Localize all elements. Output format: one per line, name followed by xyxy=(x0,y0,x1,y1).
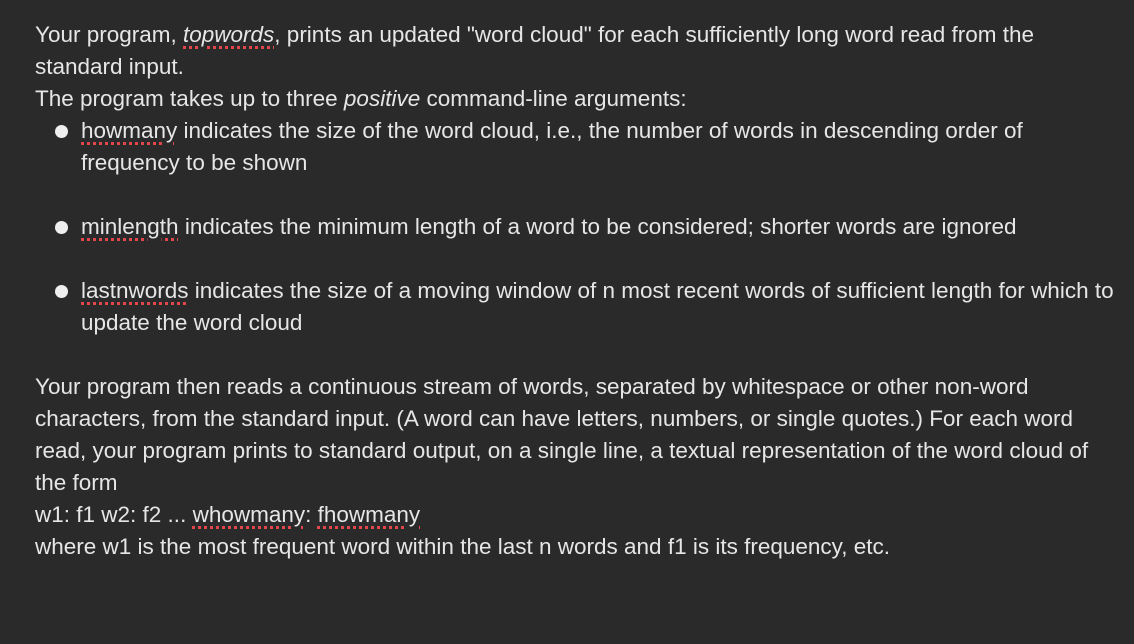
format-prefix: w1: f1 w2: f2 ... xyxy=(35,502,193,527)
body-paragraph: Your program then reads a continuous stream of words, separated by whitespace or other non-word characters, from the standard input. (A word can have letters, numbers, or single quotes.) For each word read, your program prints to standard output, on a single line, a textual representation of the word cloud of the form xyxy=(35,374,1089,495)
intro-text-start: Your program, xyxy=(35,22,183,47)
argument-description: indicates the size of the word cloud, i.e., the number of words in descending order of frequency to be shown xyxy=(81,118,1023,175)
program-name: topwords xyxy=(183,22,275,47)
argument-item-lastnwords xyxy=(35,275,1120,339)
arguments-intro-start: The program takes up to three xyxy=(35,86,344,111)
argument-description: indicates the minimum length of a word to be considered; shorter words are ignored xyxy=(178,214,1017,239)
argument-item-howmany xyxy=(35,115,1120,179)
bullet-icon xyxy=(55,221,68,234)
argument-name: minlength xyxy=(81,214,179,239)
document xyxy=(35,19,1120,563)
arguments-list xyxy=(35,115,1120,339)
arguments-intro xyxy=(35,83,1120,115)
intro-text-end: , prints an updated "word cloud" for each sufficiently long word read from the standard input. xyxy=(35,22,1035,79)
format-line xyxy=(35,499,1120,531)
bullet-icon xyxy=(55,125,68,138)
format-separator: : xyxy=(305,502,318,527)
format-word: whowmany xyxy=(192,502,306,527)
intro-paragraph xyxy=(35,19,1120,83)
argument-description: indicates the size of a moving window of n most recent words of sufficient length for which to update the word cloud xyxy=(81,278,1114,335)
explanation-line: where w1 is the most frequent word within the last n words and f1 is its frequency, etc. xyxy=(35,534,890,559)
bullet-icon xyxy=(55,285,68,298)
format-frequency: fhowmany xyxy=(317,502,421,527)
argument-name: lastnwords xyxy=(81,278,189,303)
arguments-intro-end: command-line arguments: xyxy=(420,86,687,111)
argument-item-minlength xyxy=(35,211,1120,243)
arguments-intro-emphasis: positive xyxy=(343,86,421,111)
argument-name: howmany xyxy=(81,118,178,143)
